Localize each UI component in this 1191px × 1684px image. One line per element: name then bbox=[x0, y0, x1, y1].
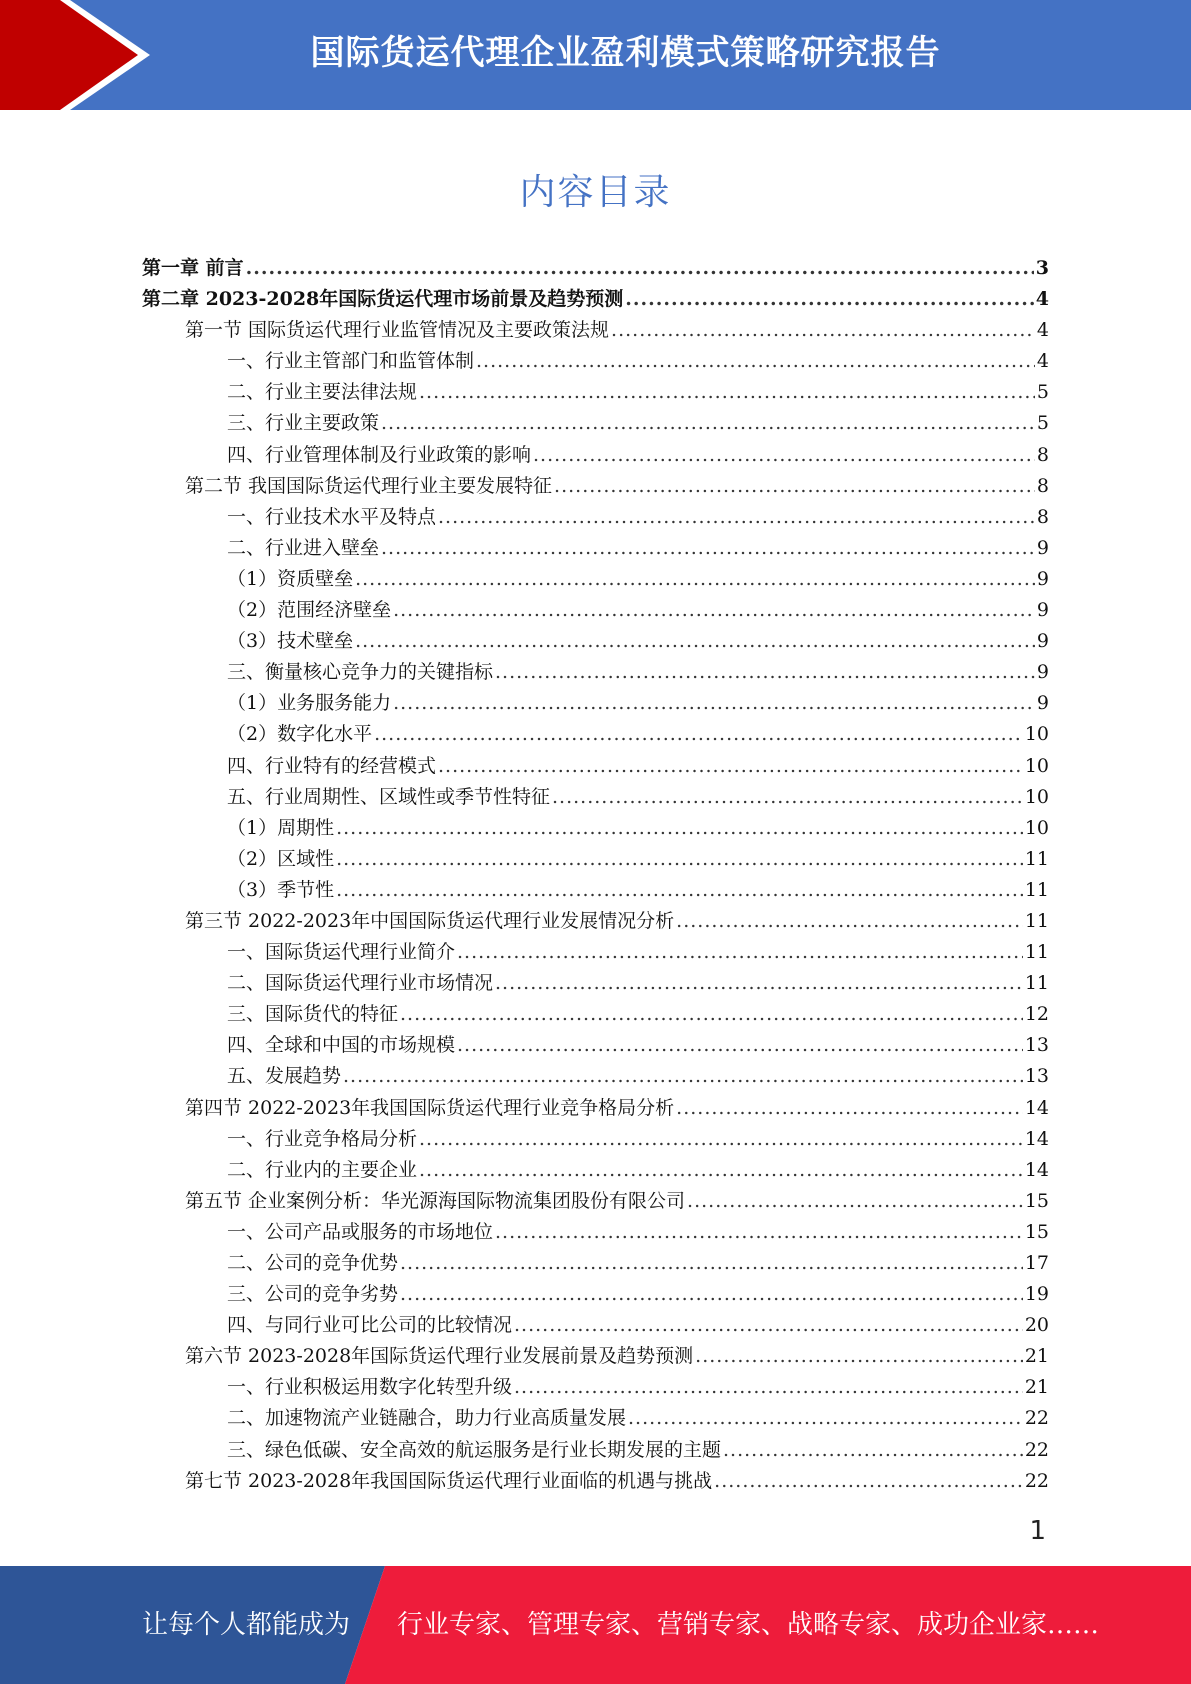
toc-entry[interactable] bbox=[142, 377, 1049, 408]
toc-entry-page: 13 bbox=[1024, 1034, 1049, 1057]
toc-entry-label: （3）季节性 bbox=[227, 878, 335, 901]
toc-entry-label: 五、行业周期性、区域性或季节性特征 bbox=[227, 785, 551, 808]
toc-entry-label: 一、国际货运代理行业简介 bbox=[227, 941, 456, 964]
toc-entry-label: （3）技术壁垒 bbox=[227, 630, 354, 653]
toc-entry-page: 4 bbox=[1036, 319, 1049, 342]
toc-entry[interactable] bbox=[142, 1124, 1049, 1155]
toc-entry-page: 5 bbox=[1036, 381, 1049, 404]
toc-leader-dots bbox=[400, 1252, 1023, 1274]
toc-leader-dots bbox=[246, 257, 1034, 279]
toc-entry[interactable] bbox=[142, 1466, 1049, 1497]
toc-entry-page: 10 bbox=[1024, 816, 1049, 839]
toc-entry-label: 三、行业主要政策 bbox=[227, 412, 380, 435]
toc-entry-label: 第七节 2023-2028年我国国际货运代理行业面临的机遇与挑战 bbox=[185, 1469, 713, 1492]
toc-leader-dots bbox=[457, 941, 1023, 963]
toc-entry-label: 第一章 前言 bbox=[142, 257, 244, 279]
toc-entry[interactable] bbox=[142, 346, 1049, 377]
toc-entry[interactable] bbox=[142, 315, 1049, 346]
toc-leader-dots bbox=[476, 350, 1035, 372]
footer-slogan-left: 让每个人都能成为 bbox=[142, 1610, 351, 1640]
toc-entry-page: 8 bbox=[1036, 443, 1049, 466]
toc-entry[interactable] bbox=[142, 968, 1049, 999]
toc-entry-page: 11 bbox=[1024, 972, 1049, 995]
page-number: 1 bbox=[1029, 1516, 1046, 1546]
toc-entry-label: 一、公司产品或服务的市场地位 bbox=[227, 1220, 494, 1243]
toc-entry-label: 二、国际货运代理行业市场情况 bbox=[227, 972, 494, 995]
toc-leader-dots bbox=[625, 288, 1034, 310]
toc-entry[interactable] bbox=[142, 502, 1049, 533]
toc-leader-dots bbox=[695, 1345, 1023, 1367]
toc-entry-page: 9 bbox=[1036, 661, 1049, 684]
table-of-contents bbox=[142, 253, 1049, 1497]
toc-entry-label: 第六节 2023-2028年国际货运代理行业发展前景及趋势预测 bbox=[185, 1345, 694, 1368]
toc-entry[interactable] bbox=[142, 906, 1049, 937]
toc-entry-page: 9 bbox=[1036, 630, 1049, 653]
toc-entry-label: 二、行业进入壁垒 bbox=[227, 536, 380, 559]
toc-entry[interactable] bbox=[142, 1155, 1049, 1186]
toc-entry-label: 一、行业积极运用数字化转型升级 bbox=[227, 1376, 513, 1399]
footer-slogan-right: 行业专家、管理专家、营销专家、战略专家、成功企业家…… bbox=[397, 1610, 1100, 1640]
toc-entry-page: 14 bbox=[1024, 1158, 1049, 1181]
toc-entry-label: 四、行业特有的经营模式 bbox=[227, 754, 437, 777]
report-footer-banner bbox=[0, 1566, 1191, 1684]
toc-leader-dots bbox=[438, 506, 1035, 528]
toc-leader-dots bbox=[438, 755, 1023, 777]
toc-entry[interactable] bbox=[142, 657, 1049, 688]
toc-entry[interactable] bbox=[142, 751, 1049, 782]
toc-entry-label: 二、加速物流产业链融合，助力行业高质量发展 bbox=[227, 1407, 627, 1430]
toc-entry[interactable] bbox=[142, 253, 1049, 284]
toc-entry-label: 三、公司的竞争劣势 bbox=[227, 1283, 399, 1306]
toc-leader-dots bbox=[552, 786, 1023, 808]
toc-entry-page: 11 bbox=[1024, 847, 1049, 870]
toc-entry[interactable] bbox=[142, 1310, 1049, 1341]
toc-entry-page: 4 bbox=[1036, 350, 1049, 373]
toc-entry-page: 22 bbox=[1024, 1469, 1049, 1492]
toc-entry-page: 3 bbox=[1035, 257, 1049, 279]
toc-entry[interactable] bbox=[142, 1435, 1049, 1466]
toc-entry-page: 9 bbox=[1036, 692, 1049, 715]
toc-entry-label: （1）周期性 bbox=[227, 816, 335, 839]
toc-entry-label: 第二章 2023-2028年国际货运代理市场前景及趋势预测 bbox=[142, 288, 624, 311]
toc-entry[interactable] bbox=[142, 284, 1049, 315]
toc-entry[interactable] bbox=[142, 1217, 1049, 1248]
toc-entry[interactable] bbox=[142, 1279, 1049, 1310]
toc-entry-label: 四、与同行业可比公司的比较情况 bbox=[227, 1314, 513, 1337]
toc-entry-page: 9 bbox=[1036, 536, 1049, 559]
toc-leader-dots bbox=[495, 1221, 1023, 1243]
toc-entry-page: 10 bbox=[1024, 723, 1049, 746]
toc-leader-dots bbox=[495, 661, 1035, 683]
toc-leader-dots bbox=[374, 723, 1023, 745]
toc-entry[interactable] bbox=[142, 999, 1049, 1030]
toc-leader-dots bbox=[687, 1190, 1023, 1212]
toc-entry-page: 11 bbox=[1024, 909, 1049, 932]
toc-entry[interactable] bbox=[142, 440, 1049, 471]
toc-leader-dots bbox=[514, 1314, 1023, 1336]
toc-entry[interactable] bbox=[142, 937, 1049, 968]
toc-entry-page: 10 bbox=[1024, 754, 1049, 777]
toc-entry-label: 第四节 2022-2023年我国国际货运代理行业竞争格局分析 bbox=[185, 1096, 675, 1119]
toc-entry-label: 三、国际货代的特征 bbox=[227, 1003, 399, 1026]
toc-entry-page: 12 bbox=[1024, 1003, 1049, 1026]
toc-leader-dots bbox=[676, 1097, 1023, 1119]
toc-entry[interactable] bbox=[142, 782, 1049, 813]
toc-entry-label: 一、行业技术水平及特点 bbox=[227, 505, 437, 528]
toc-entry[interactable] bbox=[142, 408, 1049, 439]
toc-entry[interactable] bbox=[142, 595, 1049, 626]
toc-entry-page: 21 bbox=[1024, 1376, 1049, 1399]
toc-entry[interactable] bbox=[142, 1061, 1049, 1092]
toc-entry[interactable] bbox=[142, 844, 1049, 875]
toc-entry-page: 21 bbox=[1024, 1345, 1049, 1368]
toc-leader-dots bbox=[628, 1407, 1023, 1429]
toc-entry[interactable] bbox=[142, 1372, 1049, 1403]
toc-leader-dots bbox=[611, 319, 1035, 341]
toc-entry-label: 一、行业竞争格局分析 bbox=[227, 1127, 418, 1150]
toc-entry-page: 19 bbox=[1024, 1283, 1049, 1306]
toc-entry-label: 第一节 国际货运代理行业监管情况及主要政策法规 bbox=[185, 319, 610, 342]
toc-entry-page: 8 bbox=[1036, 505, 1049, 528]
toc-leader-dots bbox=[723, 1439, 1023, 1461]
toc-entry[interactable] bbox=[142, 471, 1049, 502]
toc-leader-dots bbox=[400, 1283, 1023, 1305]
toc-entry-page: 15 bbox=[1024, 1189, 1049, 1212]
toc-entry-page: 15 bbox=[1024, 1220, 1049, 1243]
toc-entry-label: （1）业务服务能力 bbox=[227, 692, 392, 715]
toc-entry[interactable] bbox=[142, 1403, 1049, 1434]
toc-entry[interactable] bbox=[142, 813, 1049, 844]
toc-entry-label: 二、公司的竞争优势 bbox=[227, 1252, 399, 1274]
toc-entry-label: 第三节 2022-2023年中国国际货运代理行业发展情况分析 bbox=[185, 909, 675, 932]
report-title: 国际货运代理企业盈利模式策略研究报告 bbox=[310, 33, 941, 73]
toc-leader-dots bbox=[336, 848, 1023, 870]
toc-entry-page: 11 bbox=[1024, 878, 1049, 901]
toc-leader-dots bbox=[355, 568, 1035, 590]
toc-entry-page: 22 bbox=[1024, 1438, 1049, 1461]
toc-leader-dots bbox=[419, 1159, 1023, 1181]
toc-entry[interactable] bbox=[142, 564, 1049, 595]
toc-entry[interactable] bbox=[142, 688, 1049, 719]
red-chevron-icon bbox=[0, 0, 160, 110]
toc-entry-page: 8 bbox=[1036, 474, 1049, 497]
toc-entry-page: 10 bbox=[1024, 785, 1049, 808]
toc-entry-label: 第二节 我国国际货运代理行业主要发展特征 bbox=[185, 474, 553, 497]
toc-leader-dots bbox=[714, 1470, 1023, 1492]
toc-leader-dots bbox=[554, 475, 1035, 497]
toc-entry-page: 11 bbox=[1024, 941, 1049, 964]
toc-leader-dots bbox=[336, 817, 1023, 839]
toc-entry-page: 17 bbox=[1024, 1252, 1049, 1274]
toc-entry-page: 22 bbox=[1024, 1407, 1049, 1430]
toc-leader-dots bbox=[514, 1376, 1023, 1398]
toc-leader-dots bbox=[355, 630, 1035, 652]
toc-leader-dots bbox=[381, 412, 1035, 434]
toc-leader-dots bbox=[336, 879, 1023, 901]
toc-leader-dots bbox=[457, 1034, 1023, 1056]
toc-entry[interactable] bbox=[142, 1186, 1049, 1217]
toc-entry-label: 三、衡量核心竞争力的关键指标 bbox=[227, 661, 494, 684]
toc-entry-page: 20 bbox=[1024, 1314, 1049, 1337]
report-header-banner bbox=[0, 0, 1191, 110]
toc-heading: 内容目录 bbox=[519, 172, 672, 213]
toc-entry-page: 4 bbox=[1035, 288, 1049, 311]
toc-entry-page: 5 bbox=[1036, 412, 1049, 435]
toc-entry-page: 9 bbox=[1036, 567, 1049, 590]
toc-leader-dots bbox=[419, 381, 1035, 403]
toc-entry-label: （2）范围经济壁垒 bbox=[227, 599, 392, 622]
toc-entry[interactable] bbox=[142, 875, 1049, 906]
toc-entry-label: 四、行业管理体制及行业政策的影响 bbox=[227, 443, 532, 466]
toc-entry-page: 9 bbox=[1036, 599, 1049, 622]
toc-leader-dots bbox=[393, 599, 1035, 621]
toc-leader-dots bbox=[495, 972, 1023, 994]
toc-entry-label: 二、行业内的主要企业 bbox=[227, 1158, 418, 1181]
toc-entry[interactable] bbox=[142, 1030, 1049, 1061]
toc-leader-dots bbox=[393, 692, 1035, 714]
toc-leader-dots bbox=[676, 910, 1023, 932]
toc-leader-dots bbox=[533, 444, 1035, 466]
toc-entry-page: 14 bbox=[1024, 1127, 1049, 1150]
toc-entry-page: 13 bbox=[1024, 1065, 1049, 1088]
toc-entry-label: （1）资质壁垒 bbox=[227, 567, 354, 590]
toc-entry-label: 五、发展趋势 bbox=[227, 1065, 342, 1088]
toc-entry-label: （2）区域性 bbox=[227, 847, 335, 870]
toc-leader-dots bbox=[343, 1065, 1023, 1087]
toc-entry-label: 第五节 企业案例分析：华光源海国际物流集团股份有限公司 bbox=[185, 1189, 686, 1212]
toc-entry[interactable] bbox=[142, 626, 1049, 657]
toc-entry[interactable] bbox=[142, 533, 1049, 564]
toc-entry[interactable] bbox=[142, 1341, 1049, 1372]
toc-entry[interactable] bbox=[142, 1248, 1049, 1279]
toc-entry-label: 四、全球和中国的市场规模 bbox=[227, 1034, 456, 1057]
toc-entry-label: 三、绿色低碳、安全高效的航运服务是行业长期发展的主题 bbox=[227, 1438, 722, 1461]
toc-entry[interactable] bbox=[142, 1093, 1049, 1124]
toc-leader-dots bbox=[419, 1128, 1023, 1150]
toc-leader-dots bbox=[400, 1003, 1023, 1025]
toc-entry[interactable] bbox=[142, 719, 1049, 750]
toc-entry-label: 二、行业主要法律法规 bbox=[227, 381, 418, 404]
toc-entry-page: 14 bbox=[1024, 1096, 1049, 1119]
toc-leader-dots bbox=[381, 537, 1035, 559]
toc-entry-label: （2）数字化水平 bbox=[227, 723, 373, 746]
toc-entry-label: 一、行业主管部门和监管体制 bbox=[227, 350, 475, 373]
